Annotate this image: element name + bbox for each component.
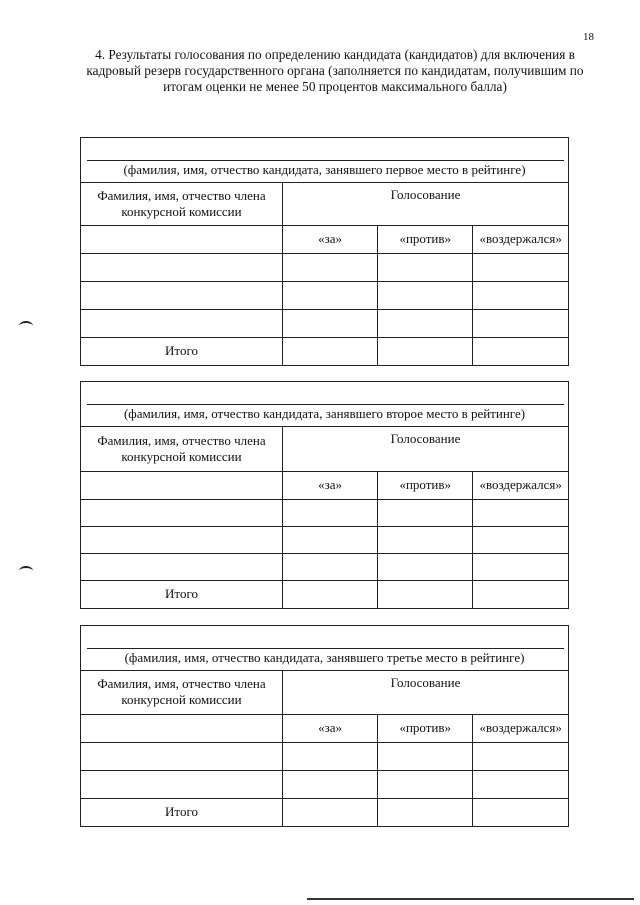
total-against-cell[interactable]	[378, 798, 473, 826]
vote-abstained-header: «воздержался»	[473, 714, 568, 742]
page-number: 18	[583, 31, 594, 43]
candidate-name-area	[81, 382, 568, 427]
vote-abstained-header: «воздержался»	[473, 225, 568, 253]
member-cell[interactable]	[81, 309, 283, 337]
member-cell[interactable]	[81, 225, 283, 253]
vote-for-cell[interactable]	[283, 526, 378, 553]
vote-against-cell[interactable]	[378, 553, 473, 580]
margin-mark	[19, 321, 33, 331]
candidate-block-1	[80, 137, 569, 366]
table-row	[81, 526, 568, 553]
vote-for-cell[interactable]	[283, 770, 378, 798]
vote-against-cell[interactable]	[378, 770, 473, 798]
candidate-name-area	[81, 626, 568, 671]
vote-for-header: «за»	[283, 471, 378, 499]
member-column-header: Фамилия, имя, отчество члена конкурсной комиссии	[81, 427, 283, 471]
candidate-name-caption: (фамилия, имя, отчество кандидата, занявшего первое место в рейтинге)	[123, 162, 526, 177]
candidate-name-caption: (фамилия, имя, отчество кандидата, занявшего второе место в рейтинге)	[123, 406, 526, 421]
total-label: Итого	[81, 337, 283, 365]
vote-against-header: «против»	[378, 225, 473, 253]
voting-table	[81, 427, 568, 608]
total-against-cell[interactable]	[378, 580, 473, 608]
vote-against-cell[interactable]	[378, 499, 473, 526]
vote-abstained-cell[interactable]	[473, 281, 568, 309]
vote-abstained-cell[interactable]	[473, 526, 568, 553]
member-cell[interactable]	[81, 253, 283, 281]
table-row	[81, 281, 568, 309]
vote-against-cell[interactable]	[378, 526, 473, 553]
vote-for-cell[interactable]	[283, 553, 378, 580]
candidate-name-area	[81, 138, 568, 183]
member-cell[interactable]	[81, 770, 283, 798]
vote-for-header: «за»	[283, 225, 378, 253]
table-row	[81, 253, 568, 281]
vote-for-cell[interactable]	[283, 253, 378, 281]
section-heading: 4. Результаты голосования по определению кандидата (кандидатов) для включения в кадровый резерв государственного органа (заполняется по кандидатам, получившим по итогам оценки не менее 50 процентов максимального балла)	[86, 47, 584, 95]
member-cell[interactable]	[81, 714, 283, 742]
total-against-cell[interactable]	[378, 337, 473, 365]
total-abstained-cell[interactable]	[473, 580, 568, 608]
table-row	[81, 309, 568, 337]
total-row	[81, 337, 568, 365]
table-row	[81, 770, 568, 798]
vote-for-cell[interactable]	[283, 742, 378, 770]
vote-against-header: «против»	[378, 714, 473, 742]
total-row	[81, 798, 568, 826]
total-label: Итого	[81, 798, 283, 826]
vote-against-header: «против»	[378, 471, 473, 499]
member-cell[interactable]	[81, 742, 283, 770]
member-cell[interactable]	[81, 526, 283, 553]
member-cell[interactable]	[81, 499, 283, 526]
member-column-header: Фамилия, имя, отчество члена конкурсной комиссии	[81, 671, 283, 714]
total-for-cell[interactable]	[283, 798, 378, 826]
voting-table	[81, 671, 568, 826]
vote-abstained-cell[interactable]	[473, 742, 568, 770]
total-abstained-cell[interactable]	[473, 337, 568, 365]
total-row	[81, 580, 568, 608]
table-row	[81, 742, 568, 770]
member-cell[interactable]	[81, 553, 283, 580]
vote-abstained-cell[interactable]	[473, 499, 568, 526]
voting-column-header: Голосование	[283, 183, 569, 225]
margin-mark	[19, 566, 33, 576]
voting-table	[81, 183, 568, 365]
candidate-name-caption: (фамилия, имя, отчество кандидата, занявшего третье место в рейтинге)	[124, 650, 525, 665]
vote-against-cell[interactable]	[378, 742, 473, 770]
vote-against-cell[interactable]	[378, 309, 473, 337]
vote-abstained-cell[interactable]	[473, 253, 568, 281]
candidate-block-3	[80, 625, 569, 827]
vote-against-cell[interactable]	[378, 253, 473, 281]
member-column-header: Фамилия, имя, отчество члена конкурсной комиссии	[81, 183, 283, 225]
total-abstained-cell[interactable]	[473, 798, 568, 826]
candidate-name-line[interactable]	[87, 160, 564, 161]
table-row	[81, 499, 568, 526]
vote-for-header: «за»	[283, 714, 378, 742]
total-for-cell[interactable]	[283, 580, 378, 608]
table-row	[81, 553, 568, 580]
voting-column-header: Голосование	[283, 671, 569, 714]
candidate-block-2	[80, 381, 569, 609]
bottom-rule	[307, 898, 634, 900]
member-cell[interactable]	[81, 281, 283, 309]
vote-for-cell[interactable]	[283, 281, 378, 309]
candidate-name-line[interactable]	[87, 648, 564, 649]
voting-column-header: Голосование	[283, 427, 569, 471]
vote-for-cell[interactable]	[283, 499, 378, 526]
total-label: Итого	[81, 580, 283, 608]
vote-abstained-header: «воздержался»	[473, 471, 568, 499]
vote-abstained-cell[interactable]	[473, 553, 568, 580]
vote-against-cell[interactable]	[378, 281, 473, 309]
vote-abstained-cell[interactable]	[473, 309, 568, 337]
vote-for-cell[interactable]	[283, 309, 378, 337]
total-for-cell[interactable]	[283, 337, 378, 365]
vote-abstained-cell[interactable]	[473, 770, 568, 798]
candidate-name-line[interactable]	[87, 404, 564, 405]
member-cell[interactable]	[81, 471, 283, 499]
